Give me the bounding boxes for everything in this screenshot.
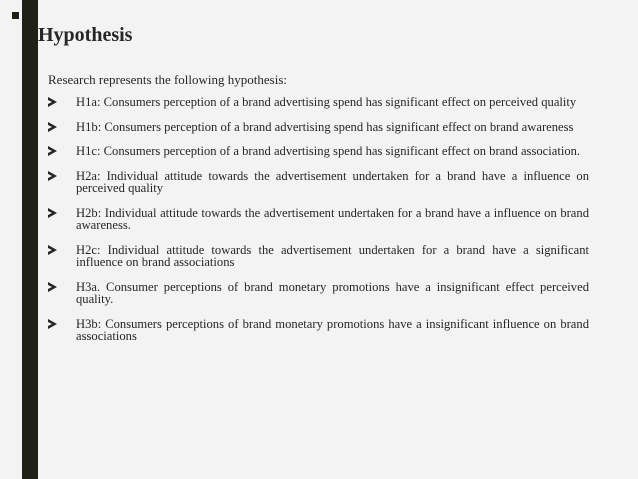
- list-item: [48, 244, 589, 269]
- arrowhead-bullet-icon: [48, 282, 57, 292]
- list-item-text: H2c: Individual attitude towards the advertisement undertaken for a brand have a significant influence on brand associations: [76, 242, 589, 269]
- list-item-text: H2a: Individual attitude towards the advertisement undertaken for a brand have a influence on perceived quality: [76, 168, 589, 195]
- list-item-text: H3b: Consumers perceptions of brand monetary promotions have a insignificant influence on brand associations: [76, 316, 589, 343]
- list-item: [48, 281, 589, 306]
- list-item-text: H1c: Consumers perception of a brand advertising spend has significant effect on brand association.: [76, 144, 581, 158]
- arrowhead-bullet-icon: [48, 245, 57, 255]
- list-item: [48, 121, 589, 134]
- slide-title: Hypothesis: [38, 24, 133, 46]
- list-item: [48, 318, 589, 343]
- list-item-text: H1b: Consumers perception of a brand advertising spend has significant effect on brand awareness: [76, 119, 574, 134]
- arrowhead-bullet-icon: [48, 97, 57, 107]
- list-item: [48, 96, 589, 109]
- arrowhead-bullet-icon: [48, 319, 57, 329]
- hypothesis-list: [48, 96, 589, 355]
- left-accent-bar: [22, 0, 38, 479]
- arrowhead-bullet-icon: [48, 171, 57, 181]
- list-item-text: H1a: Consumers perception of a brand advertising spend has significant effect on perceived quality: [76, 95, 577, 109]
- list-item: [48, 145, 589, 158]
- arrowhead-bullet-icon: [48, 122, 57, 132]
- list-item-text: H2b: Individual attitude towards the advertisement undertaken for a brand have a influence on brand awareness.: [76, 205, 589, 232]
- arrowhead-bullet-icon: [48, 146, 57, 156]
- intro-text: Research represents the following hypothesis:: [48, 72, 287, 87]
- list-item: [48, 207, 589, 232]
- arrowhead-bullet-icon: [48, 208, 57, 218]
- list-item-text: H3a. Consumer perceptions of brand monetary promotions have a insignificant effect perceived quality.: [76, 279, 589, 306]
- corner-square-decoration: [12, 12, 19, 19]
- list-item: [48, 170, 589, 195]
